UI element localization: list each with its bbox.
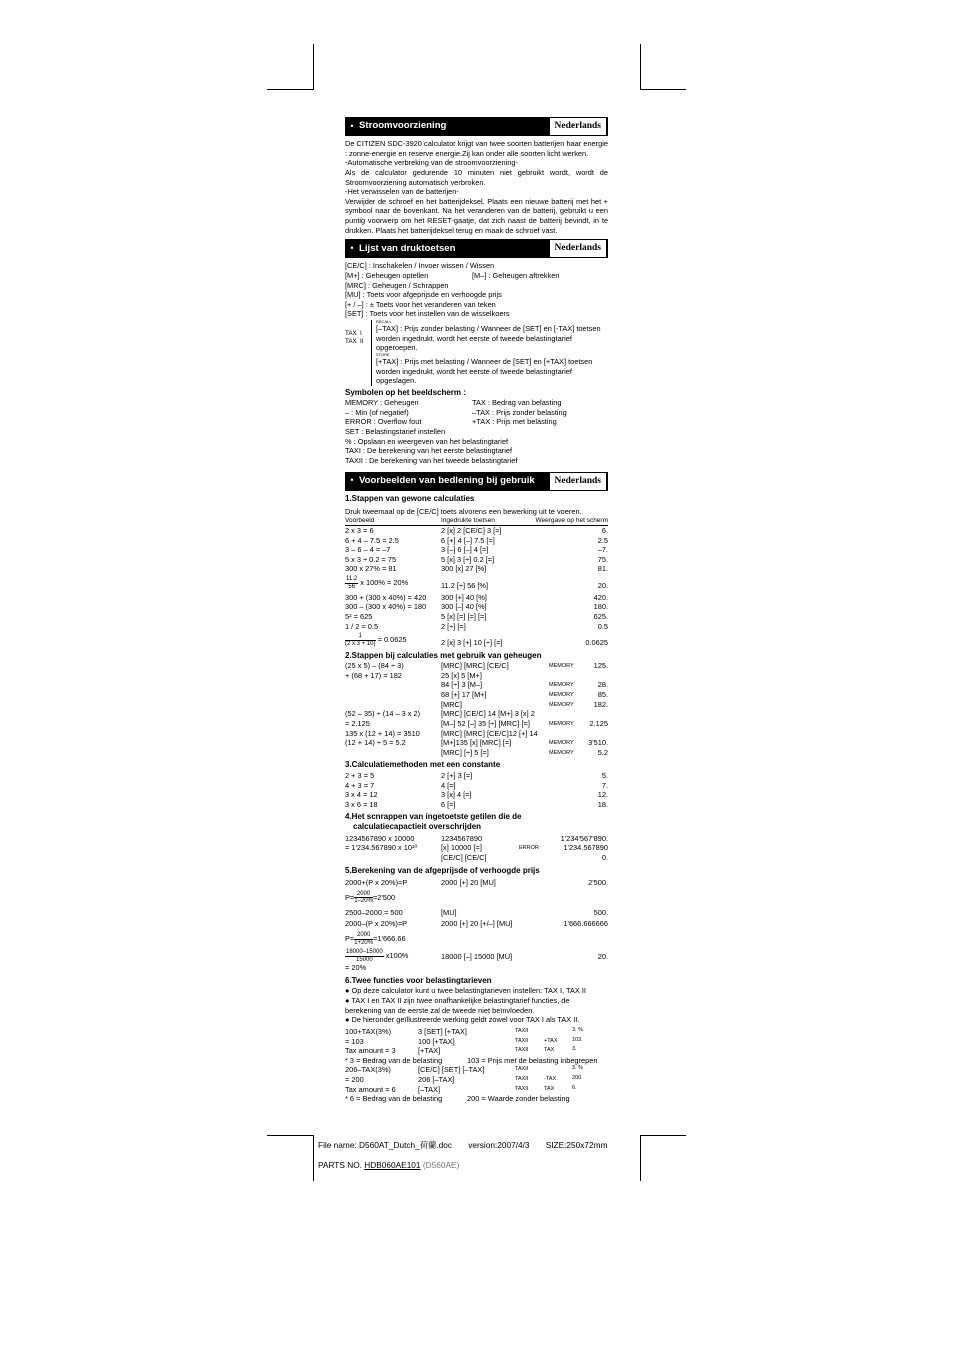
key-item: [SET] : Toets voor het instellen van de wisselkoers bbox=[345, 309, 510, 319]
overflow-cell: 1'234.567890 bbox=[563, 843, 608, 853]
tax-cell: TAXII bbox=[515, 1085, 529, 1092]
keys-cell: 2 [x] 3 [+] 10 [÷] [=] bbox=[441, 638, 503, 648]
constant-cell: 2 + 3 = 5 bbox=[345, 770, 375, 780]
overflow-table bbox=[345, 834, 608, 863]
note: * 6 = Bedrag van de belasting bbox=[345, 1094, 443, 1104]
constant-cell: 3 [x] 4 [=] bbox=[441, 790, 472, 800]
example-cell: 300 [+] 40 [%] bbox=[441, 592, 487, 602]
parts-suffix: (D560AE) bbox=[422, 1160, 460, 1170]
memory-cell: [MRC] [÷] 5 [=] bbox=[441, 747, 489, 757]
paragraph: Als de calculator gedurende 10 minuten niet gebruikt wordt, wordt de Stroomvoorziening automatisch verbroken. bbox=[345, 167, 608, 187]
memory-cell bbox=[578, 709, 608, 719]
constant-cell: 2 [+] 3 [=] bbox=[441, 770, 473, 780]
example-cell: 300 + (300 x 40%) = 420 bbox=[345, 592, 427, 602]
example-cell: 2 [x] 2 [CE/C] 3 [=] bbox=[441, 525, 502, 535]
key-item: [MU] : Toets voor afgeprijsde en verhoogde prijs bbox=[345, 290, 502, 300]
bullet-icon: • bbox=[350, 242, 354, 253]
fraction-denominator: 15000 bbox=[356, 956, 373, 963]
note-row bbox=[345, 1056, 608, 1066]
section-header-stroom bbox=[345, 117, 608, 136]
language-label: Nederlands bbox=[549, 117, 607, 136]
example-fraction bbox=[345, 949, 441, 963]
memory-cell: (25 x 5) – (84 ÷ 3) bbox=[345, 661, 404, 671]
display-cell: 2'500. bbox=[588, 878, 608, 888]
crop-mark bbox=[267, 89, 313, 90]
constant-cell: 4 + 3 = 7 bbox=[345, 780, 375, 790]
symbol-item: –TAX : Prijs zonder belasting bbox=[472, 407, 567, 417]
subsection-heading: 6.Twee functies voor belastingtarieven bbox=[345, 976, 492, 986]
example-cell: 300 x 27% = 81 bbox=[345, 564, 397, 574]
memory-cell: [MRC] [MRC] [CE/C]12 [+] 14 bbox=[441, 728, 538, 738]
section-title: Stroomvoorziening bbox=[359, 120, 447, 132]
note: * 3 = Bedrag van de belasting bbox=[345, 1055, 443, 1065]
language-label: Nederlands bbox=[549, 472, 607, 491]
memory-cell: 85. bbox=[597, 690, 608, 700]
key-item: [CE/C] : Inschakelen / Invoer wissen / Wissen bbox=[345, 261, 495, 271]
fraction-denominator: (2 x 3 + 10) bbox=[345, 640, 376, 647]
tax-keys-block bbox=[345, 320, 608, 386]
memory-cell: MEMORY bbox=[549, 682, 574, 689]
memory-cell: + (68 + 17) = 182 bbox=[345, 670, 402, 680]
memory-cell bbox=[549, 709, 578, 719]
memory-cell bbox=[345, 690, 441, 700]
key-item: [+TAX] : Prijs met belasting / Wanneer de [SET] en [+TAX] toetsen worden ingedrukt, wordt het eerste of tweede belastingtarief opgeslagen. bbox=[376, 356, 593, 386]
constant-cell: 3 x 4 = 12 bbox=[345, 790, 378, 800]
constant-table bbox=[345, 771, 608, 810]
example-cell: 6 + 4 – 7.5 = 2.5 bbox=[345, 535, 399, 545]
crop-mark bbox=[313, 1135, 314, 1181]
tax-cell: -TAX bbox=[544, 1076, 557, 1083]
fraction bbox=[354, 932, 373, 946]
markup-row bbox=[345, 878, 608, 888]
tax-table bbox=[345, 1027, 608, 1056]
fraction-rest: = 0.0625 bbox=[377, 635, 407, 645]
language-label: Nederlands bbox=[549, 239, 607, 258]
subsection-heading: 4.Het scnrappen van ingetoetste getilen die de bbox=[345, 812, 522, 822]
parts-info bbox=[318, 1160, 459, 1170]
subsection-heading: 5.Berekening van de afgeprijsde of verhoogde prijs bbox=[345, 865, 540, 875]
tax-cell: 200. bbox=[572, 1075, 583, 1082]
example-cell: 5² = 625 bbox=[345, 611, 373, 621]
memory-cell: 68 [+] 17 [M+] bbox=[441, 690, 487, 700]
tax-cell: 6. bbox=[572, 1084, 577, 1091]
tax-cell: = 200 bbox=[345, 1075, 364, 1085]
paragraph: Verwijder de schroef en het batterijdeksel. Plaats een nieuwe batterij met het + symbool naar de bovenkant. Na het veranderen van de batterij, gebruikt u een puntig voorwerp om het RESET-gaatje, dat zich naast de batterij bevindt, in te drukken. Plaats het batterijdeksel terug en maak de schroef vast. bbox=[345, 196, 608, 235]
example-cell: 6 [+] 4 [–] 7.5 [=] bbox=[441, 535, 495, 545]
example-cell: 81. bbox=[597, 564, 608, 574]
constant-cell: 4 [=] bbox=[441, 780, 456, 790]
tax-cell bbox=[544, 1065, 572, 1075]
symbol-row bbox=[345, 398, 608, 427]
key-item: [MRC] : Geheugen / Schrappen bbox=[345, 280, 449, 290]
memory-cell: 182. bbox=[593, 699, 608, 709]
fraction bbox=[345, 576, 358, 590]
paragraph: -Automatische verbreking van de stroomvoorziening- bbox=[345, 158, 518, 168]
example-cell: 5 [x] [=] [=] [=] bbox=[441, 611, 487, 621]
note: 103 = Prijs met de belasting inbegrepen bbox=[467, 1055, 598, 1065]
example-fraction bbox=[345, 633, 441, 648]
memory-cell: [M–] 52 [–] 35 [÷] [MRC] [=] bbox=[441, 718, 530, 728]
keys-cell: 11.2 [÷] 56 [%] bbox=[441, 581, 489, 591]
crop-mark bbox=[640, 1135, 641, 1181]
tax-table bbox=[345, 1065, 608, 1094]
symbol-item: TAXI : De berekening van het eerste belastingtarief bbox=[345, 446, 513, 456]
fraction bbox=[345, 633, 376, 647]
keys-cell: [MU] bbox=[441, 907, 457, 917]
memory-cell: = 2.125 bbox=[345, 718, 370, 728]
keys-cell: 18000 [–] 15000 [MU] bbox=[441, 952, 513, 962]
overflow-cell bbox=[519, 834, 548, 844]
version: version:2007/4/3 bbox=[468, 1140, 530, 1150]
overflow-cell bbox=[345, 853, 441, 863]
display-cell: 20. bbox=[597, 952, 608, 962]
markup-row bbox=[345, 908, 608, 918]
constant-cell: 6 [=] bbox=[441, 799, 456, 809]
display-cell: 500. bbox=[593, 907, 608, 917]
section-title: Lijst van druktoetsen bbox=[359, 242, 456, 254]
subsection-heading: 1.Stappen van gewone calculaties bbox=[345, 493, 475, 503]
file-info bbox=[318, 1139, 607, 1151]
overflow-cell: 0. bbox=[601, 853, 608, 862]
memory-cell: 135 x (12 + 14) = 3510 bbox=[345, 728, 420, 738]
tax-cell: 3. bbox=[572, 1046, 577, 1053]
parts-label: PARTS NO. bbox=[318, 1160, 362, 1170]
note: 200 = Waarde zonder belasting bbox=[467, 1094, 570, 1104]
markup-formula bbox=[345, 932, 608, 946]
constant-cell: 18. bbox=[597, 799, 608, 809]
example-cell: –7. bbox=[597, 545, 608, 555]
example-cell: 2 x 3 = 6 bbox=[345, 525, 374, 535]
symbols-heading: Symbolen op het beeldscherm : bbox=[345, 387, 466, 397]
memory-cell: 5.2 bbox=[597, 747, 608, 757]
tax-keys-bracket bbox=[371, 320, 608, 386]
fraction-rest: x 100% = 20% bbox=[360, 578, 409, 588]
fraction-rest: x100% bbox=[385, 951, 409, 961]
fraction-numerator: 11.2 bbox=[346, 576, 358, 583]
formula-result: =2'500 bbox=[372, 892, 396, 902]
memory-cell: MEMORY bbox=[549, 720, 574, 727]
fraction bbox=[354, 891, 373, 905]
example-cell: 2000+(P x 20%)=P bbox=[345, 878, 408, 888]
memory-cell bbox=[549, 729, 578, 739]
example-table bbox=[345, 526, 608, 574]
display-cell: 20. bbox=[597, 581, 608, 591]
keys-cell: 2000 [+] 20 [+/–] [MU] bbox=[441, 919, 513, 929]
symbol-item: – : Min (of negatief) bbox=[345, 407, 409, 417]
column-header: Voorbeeld bbox=[345, 516, 375, 524]
display-cell: 0.0625 bbox=[585, 638, 608, 648]
tax-cell: TAXII bbox=[515, 1076, 529, 1083]
manual-column bbox=[345, 115, 608, 1104]
section-title: Voorbeelden van bedlening bij gebruik bbox=[359, 474, 535, 486]
example-row bbox=[345, 576, 608, 591]
tax-cell: TAXII bbox=[515, 1066, 529, 1073]
tax-cell: 206–TAX(3%) bbox=[345, 1065, 391, 1075]
example-cell: 75. bbox=[597, 554, 608, 564]
memory-cell bbox=[578, 729, 608, 739]
memory-cell: MEMORY bbox=[549, 701, 574, 708]
bullet-icon: • bbox=[350, 120, 354, 131]
tax-cell: +TAX bbox=[544, 1037, 558, 1044]
overflow-cell: [CE/C] [CE/C] bbox=[441, 853, 487, 862]
bullet-item: ● TAX I en TAX II zijn twee onafhankelijke belastingtarief functies, de berekening van de eerste zal de tweede niet beïnvloeden. bbox=[345, 996, 570, 1015]
memory-cell: 125. bbox=[593, 661, 608, 671]
file-name: File name: D560AT_Dutch_荷蘭.doc bbox=[318, 1140, 453, 1150]
fraction-numerator: 18000–15000 bbox=[346, 949, 383, 956]
memory-cell: MEMORY bbox=[549, 749, 574, 756]
formula-prefix: P= bbox=[345, 934, 355, 944]
fraction-numerator: 2000 bbox=[354, 891, 373, 899]
tax-cell: [–TAX] bbox=[418, 1084, 441, 1094]
memory-cell: [MRC] [MRC] [CE/C] bbox=[441, 661, 509, 671]
memory-cell: MEMORY bbox=[549, 663, 574, 670]
memory-cell: 28. bbox=[597, 680, 608, 690]
example-cell: 180. bbox=[593, 602, 608, 612]
memory-cell bbox=[345, 700, 441, 710]
key-item: [–TAX] : Prijs zonder belasting / Wanneer de [SET] en [-TAX] toetsen worden ingedrukt, wordt het eerste of tweede belastingtarief opgeroepen. bbox=[376, 324, 601, 353]
memory-cell bbox=[578, 671, 608, 681]
tax-cell: 3. % bbox=[572, 1026, 584, 1033]
recall-label: RECALL bbox=[376, 319, 392, 324]
example-cell: 2500–2000 = 500 bbox=[345, 907, 403, 917]
bullet-icon: • bbox=[350, 475, 354, 486]
memory-cell: 2.125 bbox=[589, 718, 608, 728]
constant-cell: 5. bbox=[601, 770, 608, 780]
paragraph: Druk tweemaal op de [CE/C] toets alvorens een bewerking uit te voeren. bbox=[345, 506, 582, 516]
overflow-cell: ERROR bbox=[519, 845, 539, 852]
memory-cell: MEMORY bbox=[549, 692, 574, 699]
size: SIZE:250x72mm bbox=[545, 1140, 608, 1150]
tax-cell: TAX bbox=[544, 1085, 555, 1092]
fraction bbox=[345, 949, 384, 963]
example-cell: 5 x 3 ÷ 0.2 = 75 bbox=[345, 554, 397, 564]
tax-cell: 100+TAX(3%) bbox=[345, 1026, 392, 1036]
example-table bbox=[345, 593, 608, 632]
memory-cell: MEMORY bbox=[549, 740, 574, 747]
symbol-item: % : Opslaan en weergeven van het belastingtarief bbox=[345, 436, 509, 446]
example-row bbox=[345, 633, 608, 648]
overflow-cell: 1'234'567'890. bbox=[560, 833, 608, 843]
formula-result: =1'666.66 bbox=[373, 934, 406, 944]
example-cell: 2 [÷] [=] bbox=[441, 621, 466, 631]
tax-label: TAX I TAX II bbox=[345, 330, 364, 346]
tax-cell: TAX bbox=[544, 1047, 555, 1054]
tax-cell: 3 [SET] [+TAX] bbox=[418, 1026, 467, 1036]
symbol-item: TAX : Bedrag van belasting bbox=[472, 398, 562, 408]
example-cell: 0.5 bbox=[597, 621, 608, 631]
fraction-denominator: 56 bbox=[348, 583, 355, 590]
tax-cell: 100 [+TAX] bbox=[418, 1036, 455, 1046]
key-item: [M–] : Geheugen aftrekken bbox=[472, 270, 560, 280]
section-header-lijst bbox=[345, 239, 608, 258]
tax-cell: Tax amount = 3 bbox=[345, 1046, 396, 1056]
tax-cell: Tax amount = 6 bbox=[345, 1084, 396, 1094]
markup-row bbox=[345, 949, 608, 963]
tax-cell: = 103 bbox=[345, 1036, 364, 1046]
display-cell: 1'666.666666 bbox=[563, 919, 608, 929]
memory-cell: 3'510. bbox=[588, 738, 608, 748]
symbol-item: +TAX : Prijs met belasting bbox=[472, 417, 557, 427]
paragraph: De CITIZEN SDC-3920 calculator krijgt van twee soorten batterijen haar energie : zonne-energie en reserve energie.Zij kan onder alle soorten licht werken. bbox=[345, 139, 608, 158]
example-cell: 3 [–] 6 [–] 4 [=] bbox=[441, 545, 489, 555]
crop-mark bbox=[640, 89, 686, 90]
store-label: STORE bbox=[376, 351, 390, 357]
paragraph: -Het verwisselen van de batterijen- bbox=[345, 187, 459, 197]
memory-cell bbox=[345, 680, 441, 690]
column-header: Weergave op het scherm bbox=[535, 516, 608, 524]
symbol-item: ERROR : Overflow fout bbox=[345, 417, 422, 427]
constant-cell: 3 x 6 = 18 bbox=[345, 799, 378, 809]
example-cell: 1 / 2 = 0.5 bbox=[345, 621, 379, 631]
symbol-item: MEMORY : Geheugen bbox=[345, 398, 419, 408]
symbol-item: TAXII : De berekening van het tweede belastingtarief bbox=[345, 455, 518, 465]
fraction-numerator: 1 bbox=[345, 633, 376, 641]
memory-cell: [MRC] [CE/C] 14 [M+] 3 [x] 2 bbox=[441, 709, 535, 719]
example-cell: 420. bbox=[593, 592, 608, 602]
example-cell: 300 – (300 x 40%) = 180 bbox=[345, 602, 427, 612]
keys-cell: 2000 [+] 20 [MU] bbox=[441, 878, 496, 888]
parts-number: HDB060AE101 bbox=[364, 1160, 421, 1170]
tax-cell: 103. bbox=[572, 1036, 583, 1043]
bullet-item: ● De hieronder geïllustreerde werking geldt zowel voor TAX I als TAX II. bbox=[345, 1015, 580, 1025]
key-item: [M+] : Geheugen optellen bbox=[345, 270, 429, 280]
subsection-heading: 2.Stappen bij calculaties met gebruik van geheugen bbox=[345, 650, 542, 660]
key-item: [+ / –] : ± Toets voor het veranderen van teken bbox=[345, 299, 496, 309]
tax-cell: [CE/C] [SET] [–TAX] bbox=[418, 1065, 485, 1075]
overflow-cell: 1234567890 bbox=[441, 833, 483, 843]
fraction-numerator: 2000 bbox=[354, 932, 373, 940]
tax-cell: TAXII bbox=[515, 1027, 529, 1034]
memory-cell bbox=[345, 748, 441, 758]
tax-cell: TAXII bbox=[515, 1047, 529, 1054]
formula-prefix: P= bbox=[345, 892, 355, 902]
crop-mark bbox=[640, 1135, 686, 1136]
tax-cell: 3. % bbox=[572, 1065, 584, 1072]
crop-mark bbox=[313, 44, 314, 90]
fraction-denominator: 1+20% bbox=[354, 939, 374, 946]
section-header-voorbeelden bbox=[345, 472, 608, 491]
markup-row bbox=[345, 919, 608, 929]
tax-cell: 206 [–TAX] bbox=[418, 1075, 455, 1085]
overflow-cell: [x] 10000 [=] bbox=[441, 843, 482, 853]
symbol-item: SET : Belastingstarief instellen bbox=[345, 427, 446, 437]
tax-cell: [+TAX] bbox=[418, 1046, 441, 1056]
example-cell: 2000–(P x 20%)=P bbox=[345, 919, 408, 929]
fraction-denominator: 1–20% bbox=[354, 898, 373, 905]
key-item-row bbox=[345, 271, 608, 281]
overflow-cell: 1234567890 x 10000 bbox=[345, 833, 415, 843]
tax-cell bbox=[544, 1027, 572, 1037]
markup-formula bbox=[345, 891, 608, 905]
memory-cell: 84 [÷] 3 [M–] bbox=[441, 680, 483, 690]
memory-cell: (52 – 35) ÷ (14 – 3 x 2) bbox=[345, 709, 421, 719]
table-header bbox=[345, 517, 608, 526]
crop-mark bbox=[640, 44, 641, 90]
subsection-heading: 3.Calculatiemethoden met een constante bbox=[345, 760, 501, 770]
overflow-cell bbox=[519, 853, 548, 863]
memory-cell: (12 + 14) ÷ 5 = 5.2 bbox=[345, 738, 406, 748]
constant-cell: 12. bbox=[597, 790, 608, 800]
note-row bbox=[345, 1094, 608, 1104]
example-cell: 300 [–] 40 [%] bbox=[441, 602, 487, 612]
example-cell: 300 [x] 27 [%] bbox=[441, 564, 487, 574]
memory-table bbox=[345, 661, 608, 757]
column-header: Ingedrukte toetsen bbox=[441, 516, 495, 524]
example-fraction bbox=[345, 576, 441, 591]
tax-cell: TAXII bbox=[515, 1037, 529, 1044]
example-cell: 6. bbox=[601, 525, 608, 535]
example-cell: 5 [x] 3 [÷] 0.2 [=] bbox=[441, 554, 495, 564]
result-text: = 20% bbox=[345, 963, 367, 973]
example-cell: 3 – 6 – 4 = –7 bbox=[345, 545, 391, 555]
memory-cell: 25 [x] 5 [M+] bbox=[441, 670, 482, 680]
bullet-item: ● Op deze calculator kunt u twee belastingtarieven instellen: TAX I, TAX II bbox=[345, 986, 586, 996]
memory-cell: [MRC] bbox=[441, 699, 462, 709]
memory-cell bbox=[549, 671, 578, 681]
constant-cell: 7. bbox=[601, 780, 608, 790]
overflow-cell: = 1'234.567890 x 10¹⁰ bbox=[345, 843, 418, 853]
subsection-heading: calculatiecapactieit overschrijden bbox=[353, 821, 482, 831]
example-cell: 2.5 bbox=[597, 535, 608, 545]
example-cell: 625. bbox=[593, 611, 608, 621]
memory-cell: [M+]135 [x] [MRC] [=] bbox=[441, 738, 512, 748]
crop-mark bbox=[267, 1135, 313, 1136]
